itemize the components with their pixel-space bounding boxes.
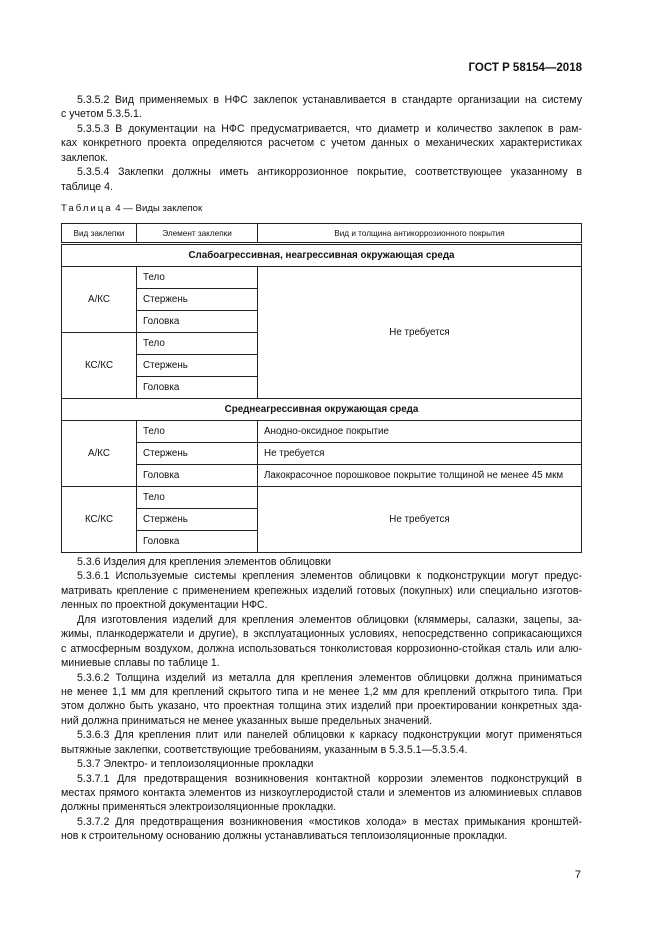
paragraph-line: 5.3.5.2 Вид применяемых в НФС заклепок устанавливается в стандарте организации на систему [77,94,582,106]
col-header: Вид заклепки [62,224,137,244]
paragraph-line: заклепок. [61,151,108,164]
paragraph-line: 5.3.5.3 В документации на НФС предусматривается, что диаметр и количество заклепок в рам- [77,122,582,135]
element: Головка [137,531,258,553]
paragraph-line: с атмосферным воздухом, должна использоваться тонколистовая коррозионно-стойкая сталь или алю- [61,642,582,655]
paragraph-line: вытяжные заклепки, соответствующие требованиям, указанным в 5.3.5.1—5.3.5.4. [61,743,468,756]
document-id-header: ГОСТ Р 58154—2018 [468,62,582,74]
paragraph-line: местах прямого контакта элементов из низкоуглеродистой стали и элементов из алюминиевых сплавов [61,787,582,799]
coating: Не требуется [258,267,582,399]
paragraph-line: 5.3.5.4 Заклепки должны иметь антикоррозионное покрытие, соответствующее указанному в [77,166,582,179]
element: Головка [137,311,258,333]
rivet-type: А/КС [62,267,137,333]
paragraphs-bottom [61,555,582,844]
coating: Не требуется [258,487,582,553]
coating: Анодно-оксидное покрытие [258,421,582,443]
paragraph-line: ках конкретного проекта определяются расчетом с учетом данных о механических характеристиках [61,137,582,150]
paragraph-line: не менее 1,1 мм для креплений скрытого типа и не менее 1,2 мм для креплений открытого типа. При [61,685,582,698]
paragraph-line: ленных по проектной документации НФС. [61,599,268,612]
paragraph-line: должны применяться электроизоляционные прокладки. [61,801,337,814]
element: Тело [137,421,258,443]
rivet-type: КС/КС [62,333,137,399]
element: Головка [137,465,258,487]
paragraph-line: нов к строительному основанию должны устанавливаться теплоизоляционные прокладки. [61,830,508,843]
paragraph-line: этом должно быть указано, что проектная толщина этих изделий при проектировании конкретных зда- [61,700,582,713]
rivet-type: КС/КС [62,487,137,553]
element: Стержень [137,509,258,531]
paragraph-line: 5.3.6.3 Для крепления плит или панелей облицовки к каркасу подконструкции могут применяться [77,729,582,742]
section-row: Среднеагрессивная окружающая среда [62,399,582,421]
paragraph-line: таблице 4. [61,180,113,193]
table-caption: Таблица 4 — Виды заклепок [61,203,203,214]
coating: Лакокрасочное порошковое покрытие толщиной не менее 45 мкм [258,465,582,487]
page-number: 7 [574,869,581,881]
paragraph-line: 5.3.6.1 Используемые системы крепления элементов облицовки к подконструкции могут предус- [77,570,582,583]
element: Тело [137,333,258,355]
rivet-types-table [61,223,582,553]
paragraph-line: жимы, планкодержатели и другие), в эксплуатационных условиях, непосредственно соприкасающихся [61,628,582,641]
element: Стержень [137,443,258,465]
paragraph-line: Для изготовления изделий для крепления элементов облицовки (кляммеры, салазки, зацепы, за- [77,613,582,626]
element: Тело [137,487,258,509]
paragraph-line: 5.3.7.2 Для предотвращения возникновения «мостиков холода» в местах примыкания кронштей- [77,815,582,828]
paragraph-line: с учетом 5.3.5.1. [61,108,142,121]
paragraph-line: 5.3.6.2 Толщина изделий из металла для крепления элементов облицовки должна приниматься [77,671,582,684]
rivet-type: А/КС [62,421,137,487]
col-header: Элемент заклепки [137,224,258,244]
element: Стержень [137,355,258,377]
element: Стержень [137,289,258,311]
element: Тело [137,267,258,289]
paragraph-line: 5.3.6 Изделия для крепления элементов облицовки [77,556,332,568]
coating: Не требуется [258,443,582,465]
paragraph-line: миниевые сплавы по таблице 1. [61,657,220,670]
element: Головка [137,377,258,399]
section-row: Слабоагрессивная, неагрессивная окружающая среда [62,244,582,267]
paragraph-line: ний должна приниматься не менее указанных выше предельных значений. [61,714,433,727]
paragraph-line: 5.3.7 Электро- и теплоизоляционные прокладки [77,758,314,771]
col-header: Вид и толщина антикоррозионного покрытия [258,224,582,244]
paragraph-line: матривать крепление с применением крепежных изделий готовых (покупных) или специально изготов- [61,584,582,597]
paragraphs-top [61,93,582,194]
paragraph-line: 5.3.7.1 Для предотвращения возникновения контактной коррозии элементов подконструкций в [77,772,582,785]
